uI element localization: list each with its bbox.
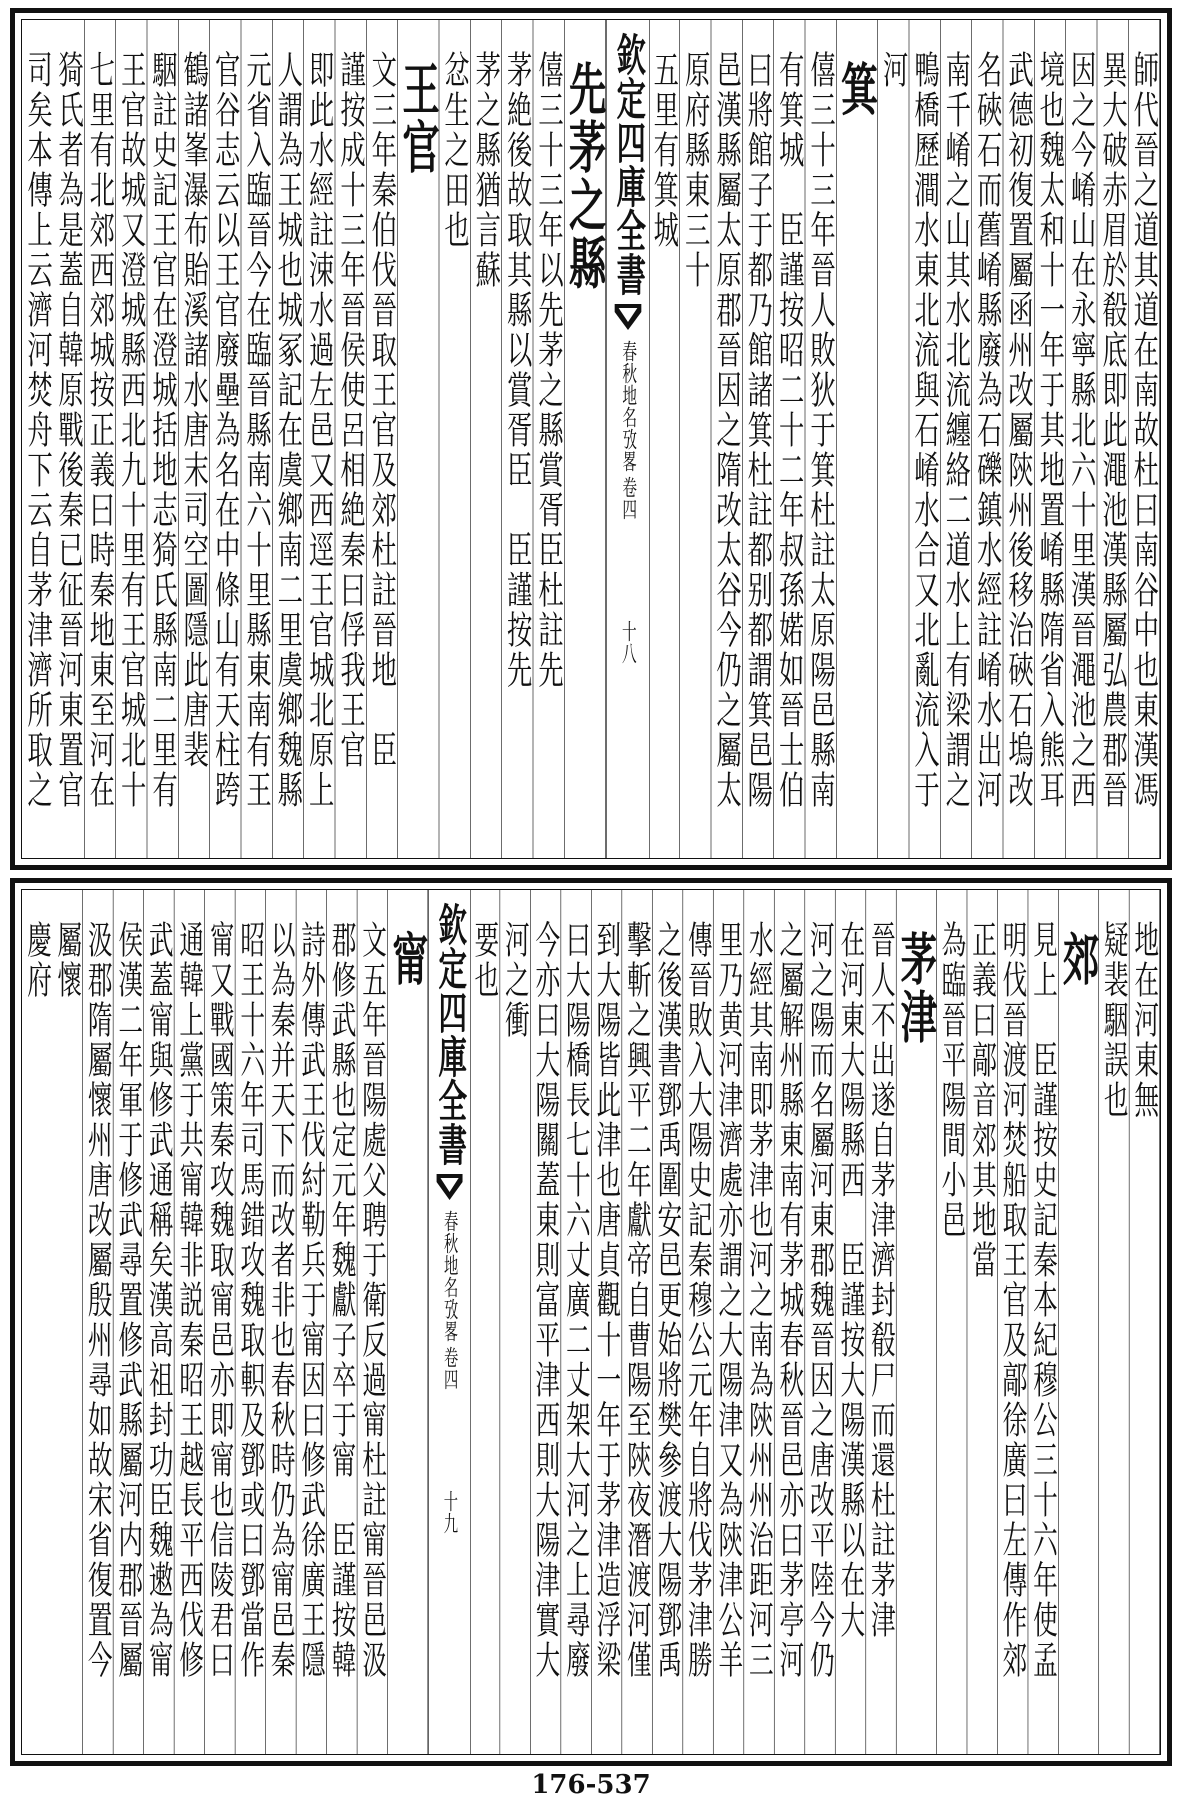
section-heading: 先茅之縣 [563,60,607,292]
text-line: 僖三十三年晉人敗狄于箕杜註太原陽邑縣南 [806,50,836,810]
text-column [998,890,1028,1754]
text-column [805,20,836,858]
text-line: 在河東大陽縣西 臣謹按大陽漢縣以在大 [836,920,865,1640]
text-line: 疑裴駰誤也 [1099,920,1129,1120]
text-line: 郡修武縣也定元年魏獻子卒于甯 臣謹按韓 [327,920,357,1680]
text-line: 謹按成十三年晉侯使呂相絶秦曰俘我王官 [335,50,366,770]
section-heading: 箕 [835,60,879,118]
text-line: 曰大陽橋長七十六丈廣二丈架大河之上尋廢 [561,920,591,1680]
text-line: 以為秦并天下而改者非也春秋時仍為甯邑秦 [266,920,296,1680]
text-column [502,20,533,858]
top-page-frame [21,19,1161,859]
heading-column [398,20,439,858]
text-line: 異大破赤眉於殽底即此澠池漢縣屬弘農郡晉 [1098,50,1128,810]
text-line: 詩外傳武王伐紂勒兵于甯因曰修武徐廣王隱 [297,920,326,1680]
book-title: 欽定四庫全書 [433,902,467,1166]
text-line: 見上 臣謹按史記秦本紀穆公三十六年使孟 [1028,920,1058,1680]
text-column [470,890,500,1754]
text-line: 里乃黄河津濟處亦謂之大陽津又為陝津公羊 [714,920,743,1680]
text-column [500,890,530,1754]
text-column [744,890,774,1754]
text-line: 鴨橋歷澗水東北流與石崤水合又北亂流入于 [910,50,940,810]
text-line: 正義曰鄗音郊其地當 [967,920,997,1280]
text-column [1035,20,1066,858]
book-title: 欽定四庫全書 [611,32,646,296]
text-column [296,890,326,1754]
heading-column [565,20,606,858]
text-column [174,890,204,1754]
text-column [909,20,940,858]
text-line: 通韓上黨于共甯韓非説秦昭王越長平西伐修 [175,920,204,1680]
text-column [53,20,84,858]
text-line: 為臨晉平陽間小邑 [937,920,967,1240]
bottom-page [10,878,1172,1766]
text-line: 司矣本傳上云濟河焚舟下云自茅津濟所取之 [22,50,53,810]
text-line: 晉人不出遂自茅津濟封殽尸而還杜註茅津 [866,920,896,1640]
text-column [1129,20,1160,858]
text-column [144,890,174,1754]
text-column [22,20,53,858]
text-line: 七里有北郊西郊城按正義曰時秦地東至河在 [85,50,115,810]
text-column [1130,890,1160,1754]
text-line: 地在河東無 [1130,920,1159,1120]
text-line: 南千崤之山其水北流纏絡二道水上有梁謂之 [941,50,971,810]
text-column [241,20,272,858]
text-column [592,890,622,1754]
text-line: 甯又戰國策秦攻魏取甯邑亦即甯也信陵君曰 [205,920,235,1680]
text-line: 即此水經註涑水過左邑又西逕王官城北原上 [304,50,334,810]
text-column [116,20,147,858]
heading-column [388,890,428,1754]
text-column [85,20,116,858]
text-line: 原府縣東三十 [680,50,710,290]
text-line: 河之衝 [500,920,530,1040]
text-column [1028,890,1058,1754]
text-line: 因之今崤山在永寧縣北六十里漢晉澠池之西 [1066,50,1096,810]
text-line: 文五年晉陽處父聘于衛反過甯杜註甯晉邑汲 [358,920,387,1680]
text-column [205,890,235,1754]
top-columns [22,20,1160,858]
heading-column [837,20,878,858]
text-line: 五里有箕城 [649,50,679,250]
text-line: 今亦曰大陽關蓋東則富平津西則大陽津實大 [531,920,560,1680]
text-line: 要也 [470,920,499,1000]
bottom-page-frame [21,889,1161,1755]
text-column [52,890,82,1754]
text-line: 王官故城又澄城縣西北九十里有王官城北十 [116,50,146,810]
text-line: 邑漢縣屬太原郡晉因之隋改太谷今仍之屬太 [712,50,742,810]
leaf-number: 十八 [619,620,637,664]
text-column [1003,20,1034,858]
section-heading: 茅津 [894,930,938,1046]
text-column [1097,20,1128,858]
text-column [235,890,265,1754]
text-line: 僖三十三年以先茅之縣賞胥臣杜註先 [534,50,564,690]
text-line: 猗氏者為是蓋自韓原戰後秦已征晉河東置官 [53,50,84,810]
text-column [22,890,52,1754]
text-line: 到大陽皆此津也唐貞觀十一年于茅津造浮梁 [592,920,621,1680]
heading-column [894,890,938,1754]
text-column [805,890,835,1754]
fishtail-mark-icon [435,1172,464,1202]
section-heading: 甯 [386,930,430,988]
text-column [878,20,909,858]
text-line: 有箕城 臣謹按昭二十二年叔孫婼如晉士伯 [774,50,804,810]
text-column [83,890,113,1754]
text-column [210,20,241,858]
text-column [147,20,178,858]
text-line: 水經其南即茅津也河之南為陝州州治距河三 [744,920,774,1680]
text-column [680,20,711,858]
text-column [335,20,366,858]
text-line: 武德初復置屬函州改屬陝州後移治硤石塢改 [1004,50,1034,810]
text-line: 駰註史記王官在澄城括地志猗氏縣南二里有 [147,50,178,810]
text-line: 曰將館子于都乃館諸箕杜註都别都謂箕邑陽 [743,50,773,810]
leaf-number: 十九 [441,1490,458,1534]
text-column [743,20,774,858]
text-column [531,890,561,1754]
text-column [179,20,210,858]
text-line: 人謂為王城也城冢記在虞鄉南二里虞鄉魏縣 [273,50,303,810]
text-column [836,890,866,1754]
text-line: 文三年秦伯伐晉取王官及郊杜註晉地 臣 [367,50,397,770]
text-column [622,890,652,1754]
text-column [266,890,296,1754]
text-column [357,890,387,1754]
text-line: 茅絶後故取其縣以賞胥臣 臣謹按先 [502,50,532,690]
text-column [113,890,143,1754]
text-line: 慶府 [22,920,52,1000]
top-page [10,8,1172,870]
text-line: 元省入臨晉今在臨晉縣南六十里縣東南有王 [241,50,272,810]
text-line: 之後漢書鄧禹圍安邑更始將樊參渡大陽鄧禹 [653,920,682,1680]
text-line: 擊斬之興平二年獻帝自曹陽至陝夜潛渡河僅 [622,920,652,1680]
spine-column [428,890,471,1754]
text-line: 昭王十六年司馬錯攻魏取軹及鄧或曰鄧當作 [236,920,265,1680]
text-column [439,20,470,858]
text-column [471,20,502,858]
text-column [683,890,713,1754]
text-line: 名硤石而舊崤縣廢為石礫鎮水經註崤水出河 [972,50,1002,810]
text-column [1066,20,1097,858]
bottom-columns [22,890,1160,1754]
text-line: 茅之縣猶言蘇 [471,50,501,290]
text-column [1099,890,1129,1754]
text-line: 汲郡隋屬懷州唐改屬殷州尋如故宋省復置今 [83,920,113,1680]
text-column [941,20,972,858]
text-line: 境也魏太和十一年于其地置崤縣隋省入熊耳 [1035,50,1065,810]
text-column [866,890,896,1754]
page-number: 176-537 [531,1770,651,1800]
text-line: 忿生之田也 [439,50,470,250]
text-column [774,20,805,858]
text-line: 傳晉敗入大陽史記秦穆公元年自將伐茅津勝 [683,920,713,1680]
text-column [653,890,683,1754]
spine-subtitle: 春秋地名攷畧 [620,340,637,472]
text-line: 明伐晉渡河焚船取王官及鄗徐廣曰左傳作郊 [998,920,1027,1680]
volume-label: 卷四 [441,1346,458,1390]
text-column [273,20,304,858]
volume-label: 卷四 [620,476,637,520]
text-column [967,890,997,1754]
spine-subtitle: 春秋地名攷畧 [441,1210,458,1342]
text-column [561,890,591,1754]
text-column [937,890,967,1754]
text-column [367,20,398,858]
text-line: 鶴諸峯瀑布貽溪諸水唐末司空圖隱此唐裴 [179,50,209,770]
section-heading: 郊 [1057,930,1100,988]
text-column [533,20,564,858]
text-column [775,890,805,1754]
text-column [327,890,357,1754]
text-line: 之屬解州縣東南有茅城春秋晉邑亦曰茅亭河 [775,920,804,1680]
text-column [711,20,742,858]
text-line: 河 [878,50,908,90]
text-line: 官谷志云以王官廢壘為名在中條山有天柱跨 [210,50,240,810]
text-line: 河之陽而名屬河東郡魏晉因之唐改平陸今仍 [805,920,835,1680]
text-column [714,890,744,1754]
text-column [304,20,335,858]
fishtail-mark-icon [613,302,642,332]
heading-column [1059,890,1099,1754]
text-line: 屬懷 [53,920,82,1000]
text-column [649,20,680,858]
text-column [972,20,1003,858]
text-line: 師代晉之道其道在南故杜曰南谷中也東漢馮 [1129,50,1159,810]
text-line: 武蓋甯與修武通稱矣漢高祖封功臣魏遫為甯 [144,920,174,1680]
spine-column [606,20,650,858]
section-heading: 王官 [396,60,441,176]
text-line: 侯漢二年軍于修武尋置修武縣屬河内郡晉屬 [114,920,143,1680]
